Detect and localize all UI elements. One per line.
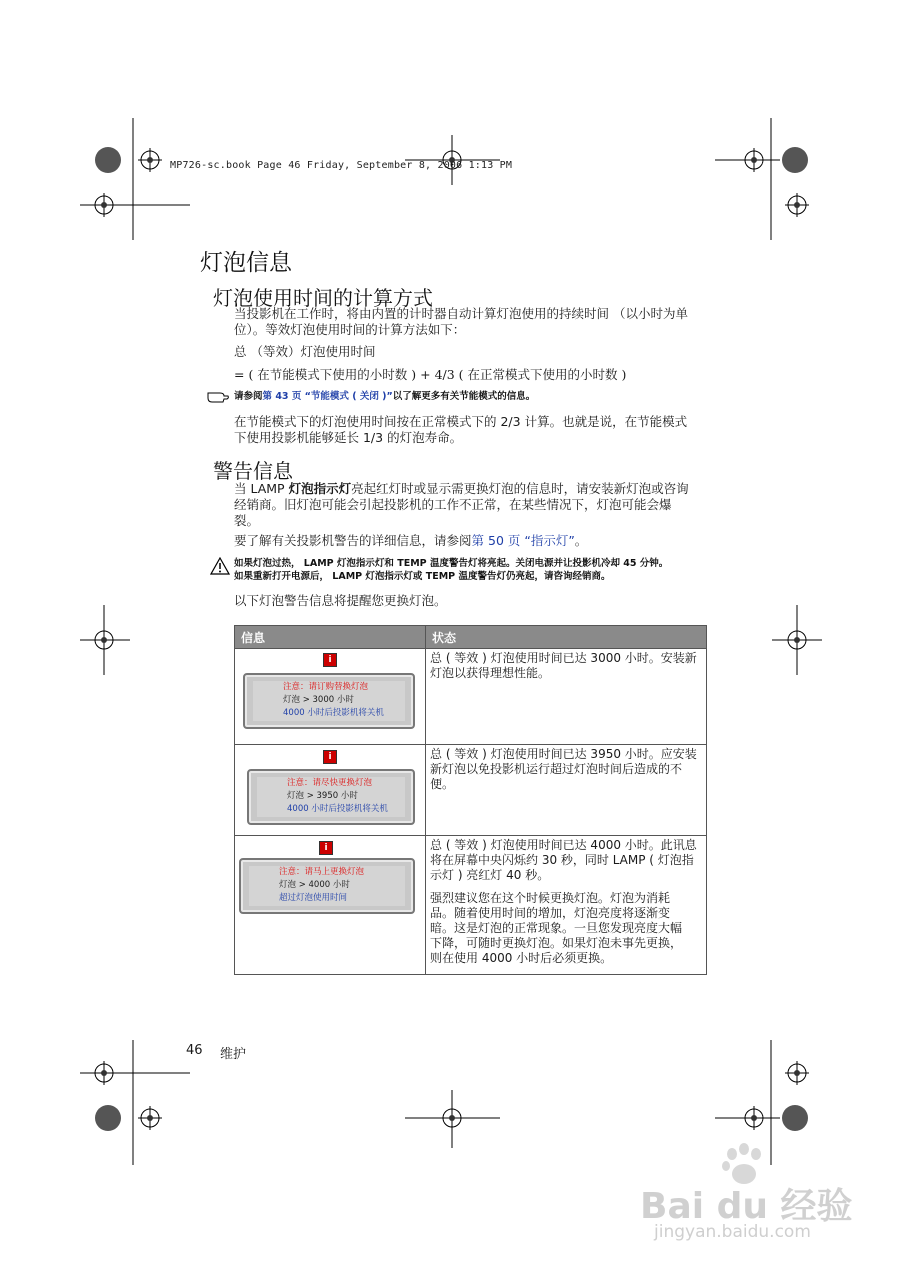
status-cell: 总 ( 等效 ) 灯泡使用时间已达 3000 小时。安装新 灯泡以获得理想性能。 (426, 649, 707, 745)
page-title: 灯泡信息 (200, 250, 292, 276)
status-cell: 总 ( 等效 ) 灯泡使用时间已达 3950 小时。应安装 新灯泡以免投影机运行超过灯泡时间后造成的不 便。 (426, 745, 707, 836)
caution-icon (210, 557, 230, 575)
paragraph: 当投影机在工作时，将由内置的计时器自动计算灯泡使用的持续时间 （以小时为单 位）。等效灯泡使用时间的计算方法如下： (234, 306, 688, 337)
warning-info-icon: i (323, 653, 337, 667)
message-cell (235, 836, 426, 975)
osd-warning-box: 注意：请马上更换灯泡 灯泡 > 4000 小时 超过灯泡使用时间 (239, 858, 415, 914)
column-header-status: 状态 (426, 626, 707, 649)
section-heading-usage-time: 灯泡使用时间的计算方式 (213, 286, 433, 310)
lamp-warning-table (234, 625, 707, 975)
table-row (235, 836, 707, 975)
message-cell (235, 649, 426, 745)
footer-section: 维护 (220, 1047, 247, 1062)
status-cell: 总 ( 等效 ) 灯泡使用时间已达 4000 小时。此讯息 将在屏幕中央闪烁约 30 秒，同时 LAMP ( 灯泡指 示灯 ) 亮红灯 40 秒。 强烈建议您在这个时候更换灯泡。灯泡为消耗 品。随着使用时间的增加，灯泡亮度将逐渐变 暗。这是灯泡的正常现象。一旦您发现亮度大幅 下降，可随时更换灯泡。如果灯泡未事先更换， 则在使用 4000 小时后必须更换。 (426, 836, 707, 975)
paragraph: 以下灯泡警告信息将提醒您更换灯泡。 (234, 593, 447, 608)
link-page-50[interactable]: 第 50 页 “指示灯” (471, 533, 575, 548)
watermark-url: jingyan.baidu.com (654, 1222, 811, 1242)
osd-warning-box: 注意：请尽快更换灯泡 灯泡 > 3950 小时 4000 小时后投影机将关机 (247, 769, 415, 825)
formula-line: = ( 在节能模式下使用的小时数 ) + 4/3 ( 在正常模式下使用的小时数 ) (234, 367, 627, 382)
page-header: MP726-sc.book Page 46 Friday, September 8, 2006 1:13 PM (170, 160, 513, 171)
warning-info-icon: i (319, 841, 333, 855)
table-row (235, 649, 707, 745)
osd-warning-box: 注意：请订购替换灯泡 灯泡 > 3000 小时 4000 小时后投影机将关机 (243, 673, 415, 729)
paragraph: 在节能模式下的灯泡使用时间按在正常模式下的 2/3 计算。也就是说，在节能模式 下使用投影机能够延长 1/3 的灯泡寿命。 (234, 414, 688, 445)
watermark-brand: Bai du 经验 (640, 1186, 853, 1227)
link-page-43[interactable]: 第 43 页 “节能模式 ( 关闭 )” (262, 391, 393, 402)
note-eco-mode: 请参阅第 43 页 “节能模式 ( 关闭 )”以了解更多有关节能模式的信息。 (234, 391, 536, 402)
column-header-message: 信息 (235, 626, 426, 649)
paragraph: 当 LAMP 灯泡指示灯亮起红灯时或显示需更换灯泡的信息时，请安装新灯泡或咨询 经销商。旧灯泡可能会引起投影机的工作不正常，在某些情况下，灯泡可能会爆 裂。 (234, 481, 689, 528)
message-cell (235, 745, 426, 836)
pointing-hand-icon (206, 389, 230, 403)
warning-info-icon: i (323, 750, 337, 764)
formula-line: 总 （等效）灯泡使用时间 (234, 344, 376, 359)
page-number: 46 (186, 1043, 203, 1058)
caution-text: 如果灯泡过热， LAMP 灯泡指示灯和 TEMP 温度警告灯将亮起。关闭电源并让投影机冷却 45 分钟。 如果重新打开电源后， LAMP 灯泡指示灯或 TEMP 温度警告灯仍亮起，请咨询经销商。 (234, 558, 669, 582)
paragraph: 要了解有关投影机警告的详细信息，请参阅第 50 页 “指示灯”。 (234, 533, 588, 548)
table-row (235, 745, 707, 836)
section-heading-warnings: 警告信息 (213, 459, 293, 483)
